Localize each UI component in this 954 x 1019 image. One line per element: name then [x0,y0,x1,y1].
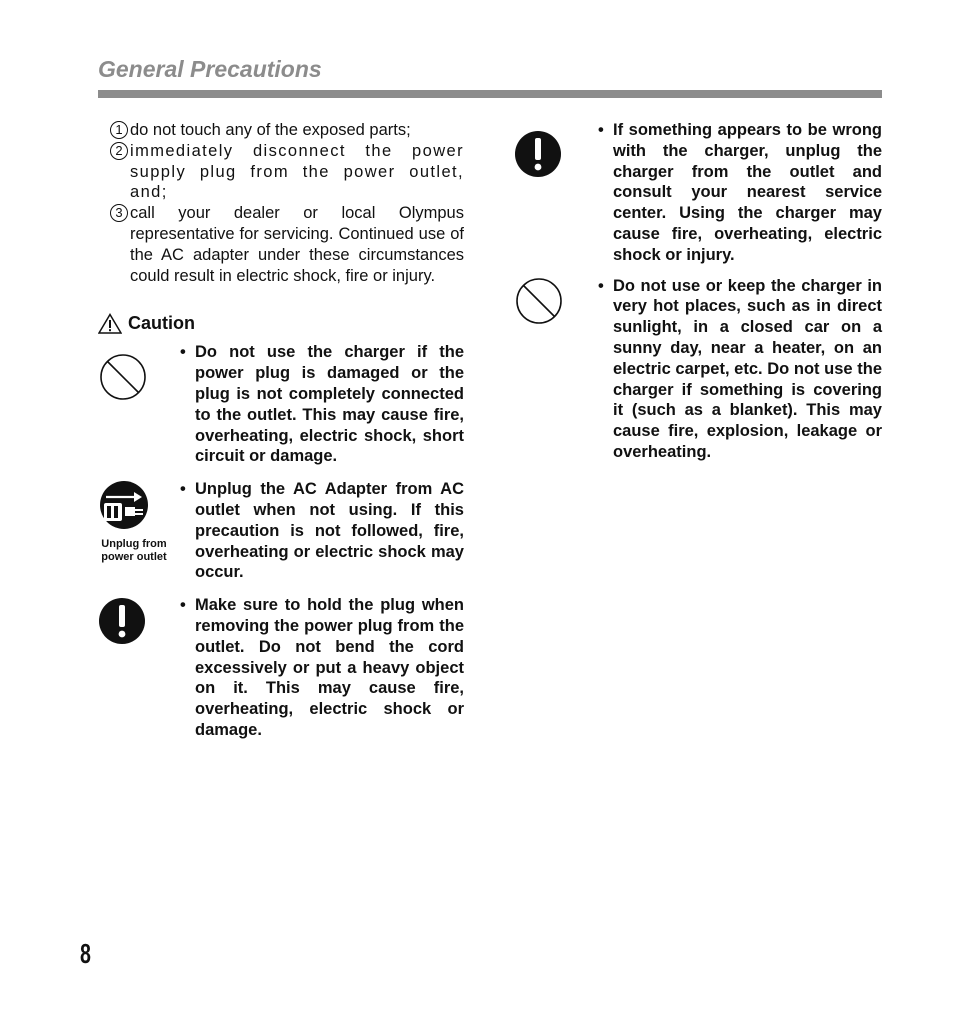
prohibition-icon [98,352,148,402]
warning-text: Do not use or keep the charger in very hot places, such as in direct sunlight, in a closed car on a sunny day, near a heater, on an electric carpet, etc. Do not use the charger if something is covering it (such as a blanket). This may cause fire, explosion, leakage or overheating. [613,276,882,461]
warning-item [98,342,464,467]
bullet: • [598,121,604,139]
caution-heading-text: Caution [128,313,195,334]
bullet: • [180,480,186,499]
warning-item [98,595,464,741]
list-item-text: call your dealer or local Olympus representative for servicing. Continued use of the AC adapter under these circumstances could result in electric shock, fire or injury. [130,204,464,285]
page-title: General Precautions [98,56,322,82]
list-item [98,141,464,203]
warning-text: If something appears to be wrong with the charger, unplug the charger from the outlet and consult your nearest service center. Using the charger may cause fire, overheating, electric shock or injury. [613,121,882,264]
warning-item [514,120,882,266]
numbered-list [98,120,464,286]
warning-text: Make sure to hold the plug when removing the power plug from the outlet. Do not bend the cord excessively or put a heavy object on it. This may cause fire, overheating, electric shock or damage. [195,596,464,739]
caution-heading [98,313,464,334]
circled-number: 1 [110,121,128,139]
prohibition-icon [514,276,564,326]
bullet: • [180,596,186,615]
list-item-text: immediately disconnect the power supply plug from the power outlet, and; [130,141,464,202]
circled-number: 2 [110,142,128,160]
warning-text: Do not use the charger if the power plug is damaged or the plug is not completely connected to the outlet. This may cause fire, overheating, electric shock, short circuit or damage. [195,343,464,466]
mandatory-icon [514,130,562,178]
left-column [98,120,464,741]
circled-number: 3 [110,204,128,222]
warning-triangle-icon [98,313,122,334]
warning-item [514,276,882,463]
bullet: • [598,276,604,295]
bullet: • [180,343,186,362]
warning-text: Unplug the AC Adapter from AC outlet when not using. If this precaution is not followed, fire, overheating or electric shock may occur. [195,480,464,582]
page-number: 8 [80,938,91,969]
right-column [514,120,882,463]
warning-item [98,479,464,583]
icon-caption: Unplug from power outlet [101,538,167,564]
list-item [98,203,464,286]
unplug-icon [98,479,150,531]
list-item [98,120,464,141]
mandatory-icon [98,597,146,645]
list-item-text: do not touch any of the exposed parts; [130,121,411,139]
header-rule [98,90,882,98]
